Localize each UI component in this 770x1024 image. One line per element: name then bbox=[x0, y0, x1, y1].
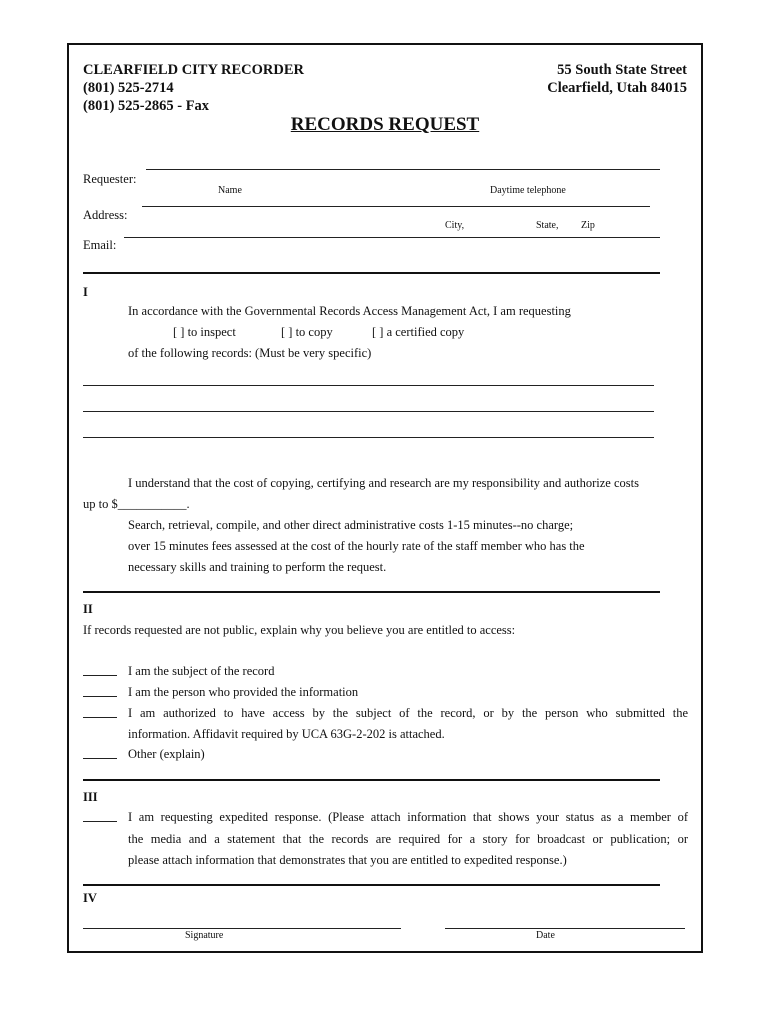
other-checkbox-line[interactable] bbox=[83, 758, 117, 759]
reason-subject-of-record: I am the subject of the record bbox=[128, 664, 275, 678]
section-divider bbox=[83, 591, 660, 593]
daytime-telephone-caption: Daytime telephone bbox=[490, 185, 566, 196]
office-phone: (801) 525-2714 bbox=[83, 80, 174, 96]
provider-checkbox-line[interactable] bbox=[83, 696, 117, 697]
cost-statement: I understand that the cost of copying, certifying and research are my responsibility and authorize costs bbox=[128, 476, 639, 490]
page-title: RECORDS REQUEST bbox=[290, 114, 480, 135]
state-caption: State, bbox=[536, 220, 559, 231]
reason-authorized: I am authorized to have access by the subject of the record, or by the person who submitted the bbox=[128, 706, 688, 720]
records-instruction: of the following records: (Must be very specific) bbox=[128, 346, 372, 360]
option-inspect-checkbox[interactable]: [ ] to inspect bbox=[173, 325, 236, 339]
email-input-line[interactable] bbox=[124, 237, 660, 238]
email-label: Email: bbox=[83, 238, 117, 252]
reason-other: Other (explain) bbox=[128, 747, 205, 761]
section-divider bbox=[83, 884, 660, 886]
expedited-text-3: please attach information that demonstrates that you are entitled to expedited response.) bbox=[128, 853, 567, 867]
section-3-number: III bbox=[83, 790, 98, 804]
reason-provided-information: I am the person who provided the information bbox=[128, 685, 359, 699]
office-fax: (801) 525-2865 - Fax bbox=[83, 98, 210, 114]
authorized-checkbox-line[interactable] bbox=[83, 717, 117, 718]
zip-caption: Zip bbox=[581, 220, 595, 231]
records-description-line[interactable] bbox=[83, 411, 654, 412]
section-2-number: II bbox=[83, 602, 93, 616]
street-address: 55 South State Street bbox=[557, 62, 687, 78]
section-1-intro: In accordance with the Governmental Records Access Management Act, I am requesting bbox=[128, 304, 571, 318]
section-4-number: IV bbox=[83, 891, 97, 905]
requester-input-line[interactable] bbox=[146, 169, 660, 170]
signature-line[interactable] bbox=[83, 928, 401, 929]
signature-caption: Signature bbox=[185, 930, 224, 941]
date-caption: Date bbox=[536, 930, 555, 941]
date-line[interactable] bbox=[445, 928, 685, 929]
cost-limit-field[interactable]: up to $___________. bbox=[83, 497, 190, 511]
name-caption: Name bbox=[218, 185, 242, 196]
city-state-zip: Clearfield, Utah 84015 bbox=[547, 80, 687, 96]
records-description-line[interactable] bbox=[83, 385, 654, 386]
city-caption: City, bbox=[445, 220, 465, 231]
reason-authorized-cont: information. Affidavit required by UCA 63G-2-202 is attached. bbox=[128, 727, 445, 741]
option-copy-checkbox[interactable]: [ ] to copy bbox=[281, 325, 333, 339]
expedited-checkbox-line[interactable] bbox=[83, 821, 117, 822]
option-certified-copy-checkbox[interactable]: [ ] a certified copy bbox=[372, 325, 465, 339]
office-name: CLEARFIELD CITY RECORDER bbox=[83, 62, 305, 78]
section-divider bbox=[83, 779, 660, 781]
section-divider bbox=[83, 272, 660, 274]
address-input-line[interactable] bbox=[142, 206, 650, 207]
section-1-number: I bbox=[83, 285, 88, 299]
subject-checkbox-line[interactable] bbox=[83, 675, 117, 676]
requester-label: Requester: bbox=[83, 172, 137, 186]
fee-note-2: over 15 minutes fees assessed at the cost of the hourly rate of the staff member who has the bbox=[128, 539, 585, 553]
records-description-line[interactable] bbox=[83, 437, 654, 438]
section-2-intro: If records requested are not public, explain why you believe you are entitled to access: bbox=[83, 623, 516, 637]
fee-note-3: necessary skills and training to perform the request. bbox=[128, 560, 387, 574]
expedited-text-2: the media and a statement that the records are required for a story for broadcast or publication; or bbox=[128, 832, 688, 846]
fee-note-1: Search, retrieval, compile, and other direct administrative costs 1-15 minutes--no charge; bbox=[128, 518, 574, 532]
expedited-text-1: I am requesting expedited response. (Please attach information that shows your status as a member of bbox=[128, 810, 688, 824]
address-label: Address: bbox=[83, 208, 128, 222]
